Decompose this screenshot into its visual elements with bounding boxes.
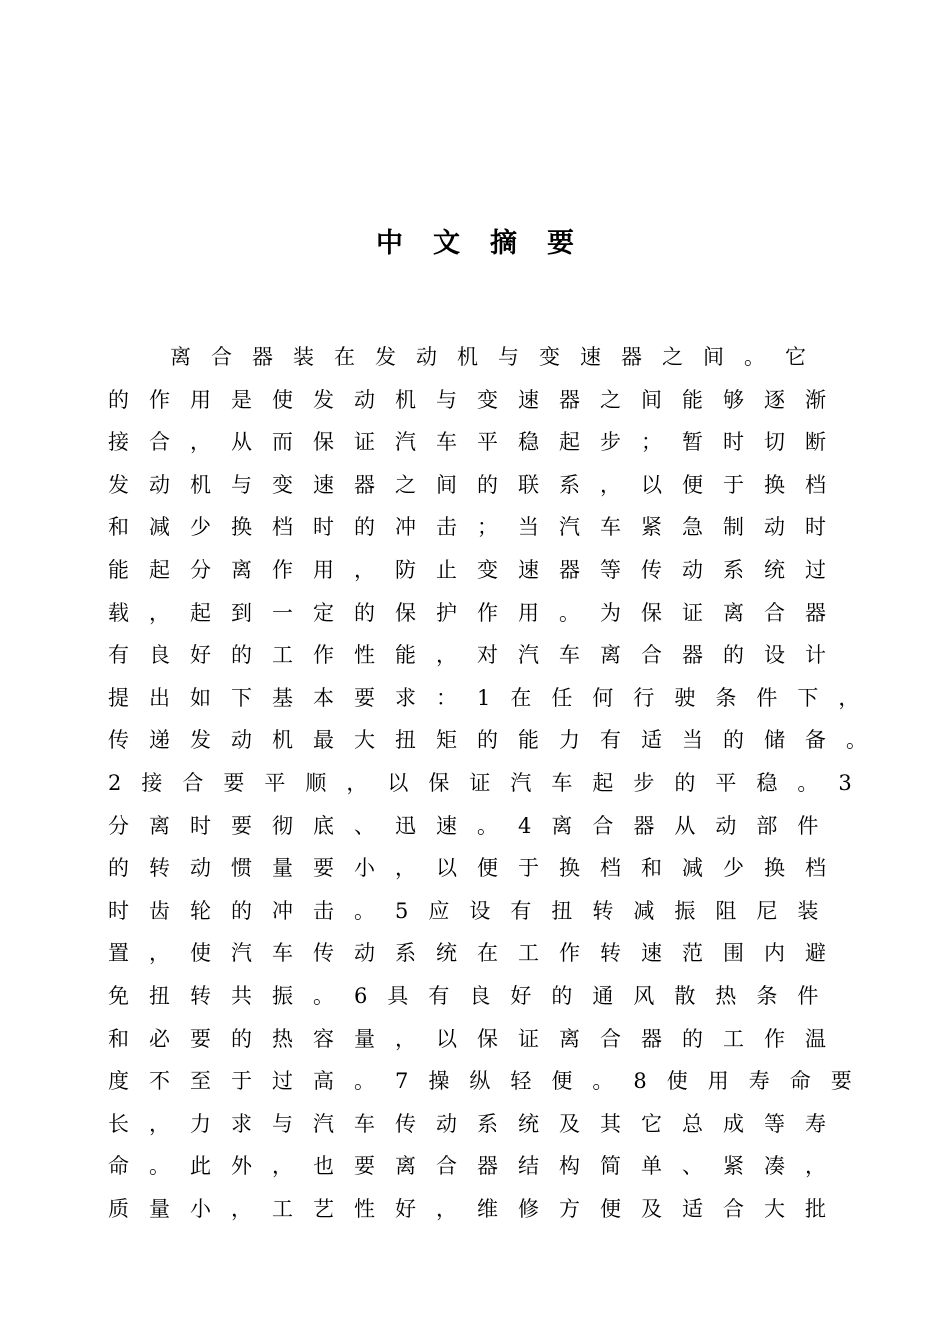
abstract-line: 免扭转共振。6具有良好的通风散热条件 [108,983,839,1008]
abstract-line: 命。此外，也要离合器结构简单、紧凑， [108,1154,846,1179]
abstract-body [108,336,887,1230]
abstract-line: 和必要的热容量，以保证离合器的工作温 [108,1026,846,1051]
abstract-line: 置，使汽车传动系统在工作转速范围内避 [108,941,846,966]
abstract-line: 和减少换档时的冲击；当汽车紧急制动时 [108,515,846,540]
abstract-line: 2接合要平顺，以保证汽车起步的平稳。3 [108,770,872,795]
abstract-line: 的转动惯量要小，以便于换档和减少换档 [108,856,846,881]
page-title: 中文摘要 [376,228,604,259]
abstract-line: 长，力求与汽车传动系统及其它总成等寿 [108,1111,846,1136]
abstract-line: 离合器装在发动机与变速器之间。它 [170,345,826,369]
abstract-line: 质量小，工艺性好，维修方便及适合大批 [108,1196,846,1221]
abstract-line: 时齿轮的冲击。5应设有扭转减振阻尼装 [108,898,839,923]
abstract-line: 分离时要彻底、迅速。4离合器从动部件 [108,813,839,838]
abstract-line: 传递发动机最大扭矩的能力有适当的储备。 [108,728,887,753]
abstract-line: 发动机与变速器之间的联系，以便于换档 [108,472,846,497]
abstract-line: 接合，从而保证汽车平稳起步；暂时切断 [108,430,846,455]
abstract-line: 能起分离作用，防止变速器等传动系统过 [108,557,846,582]
abstract-line: 载，起到一定的保护作用。为保证离合器 [108,600,846,625]
abstract-line: 有良好的工作性能，对汽车离合器的设计 [108,643,846,668]
abstract-line: 度不至于过高。7操纵轻便。8使用寿命要 [108,1069,872,1094]
abstract-line: 提出如下基本要求：1在任何行驶条件下， [108,685,880,710]
abstract-line: 的作用是使发动机与变速器之间能够逐渐 [108,387,846,412]
